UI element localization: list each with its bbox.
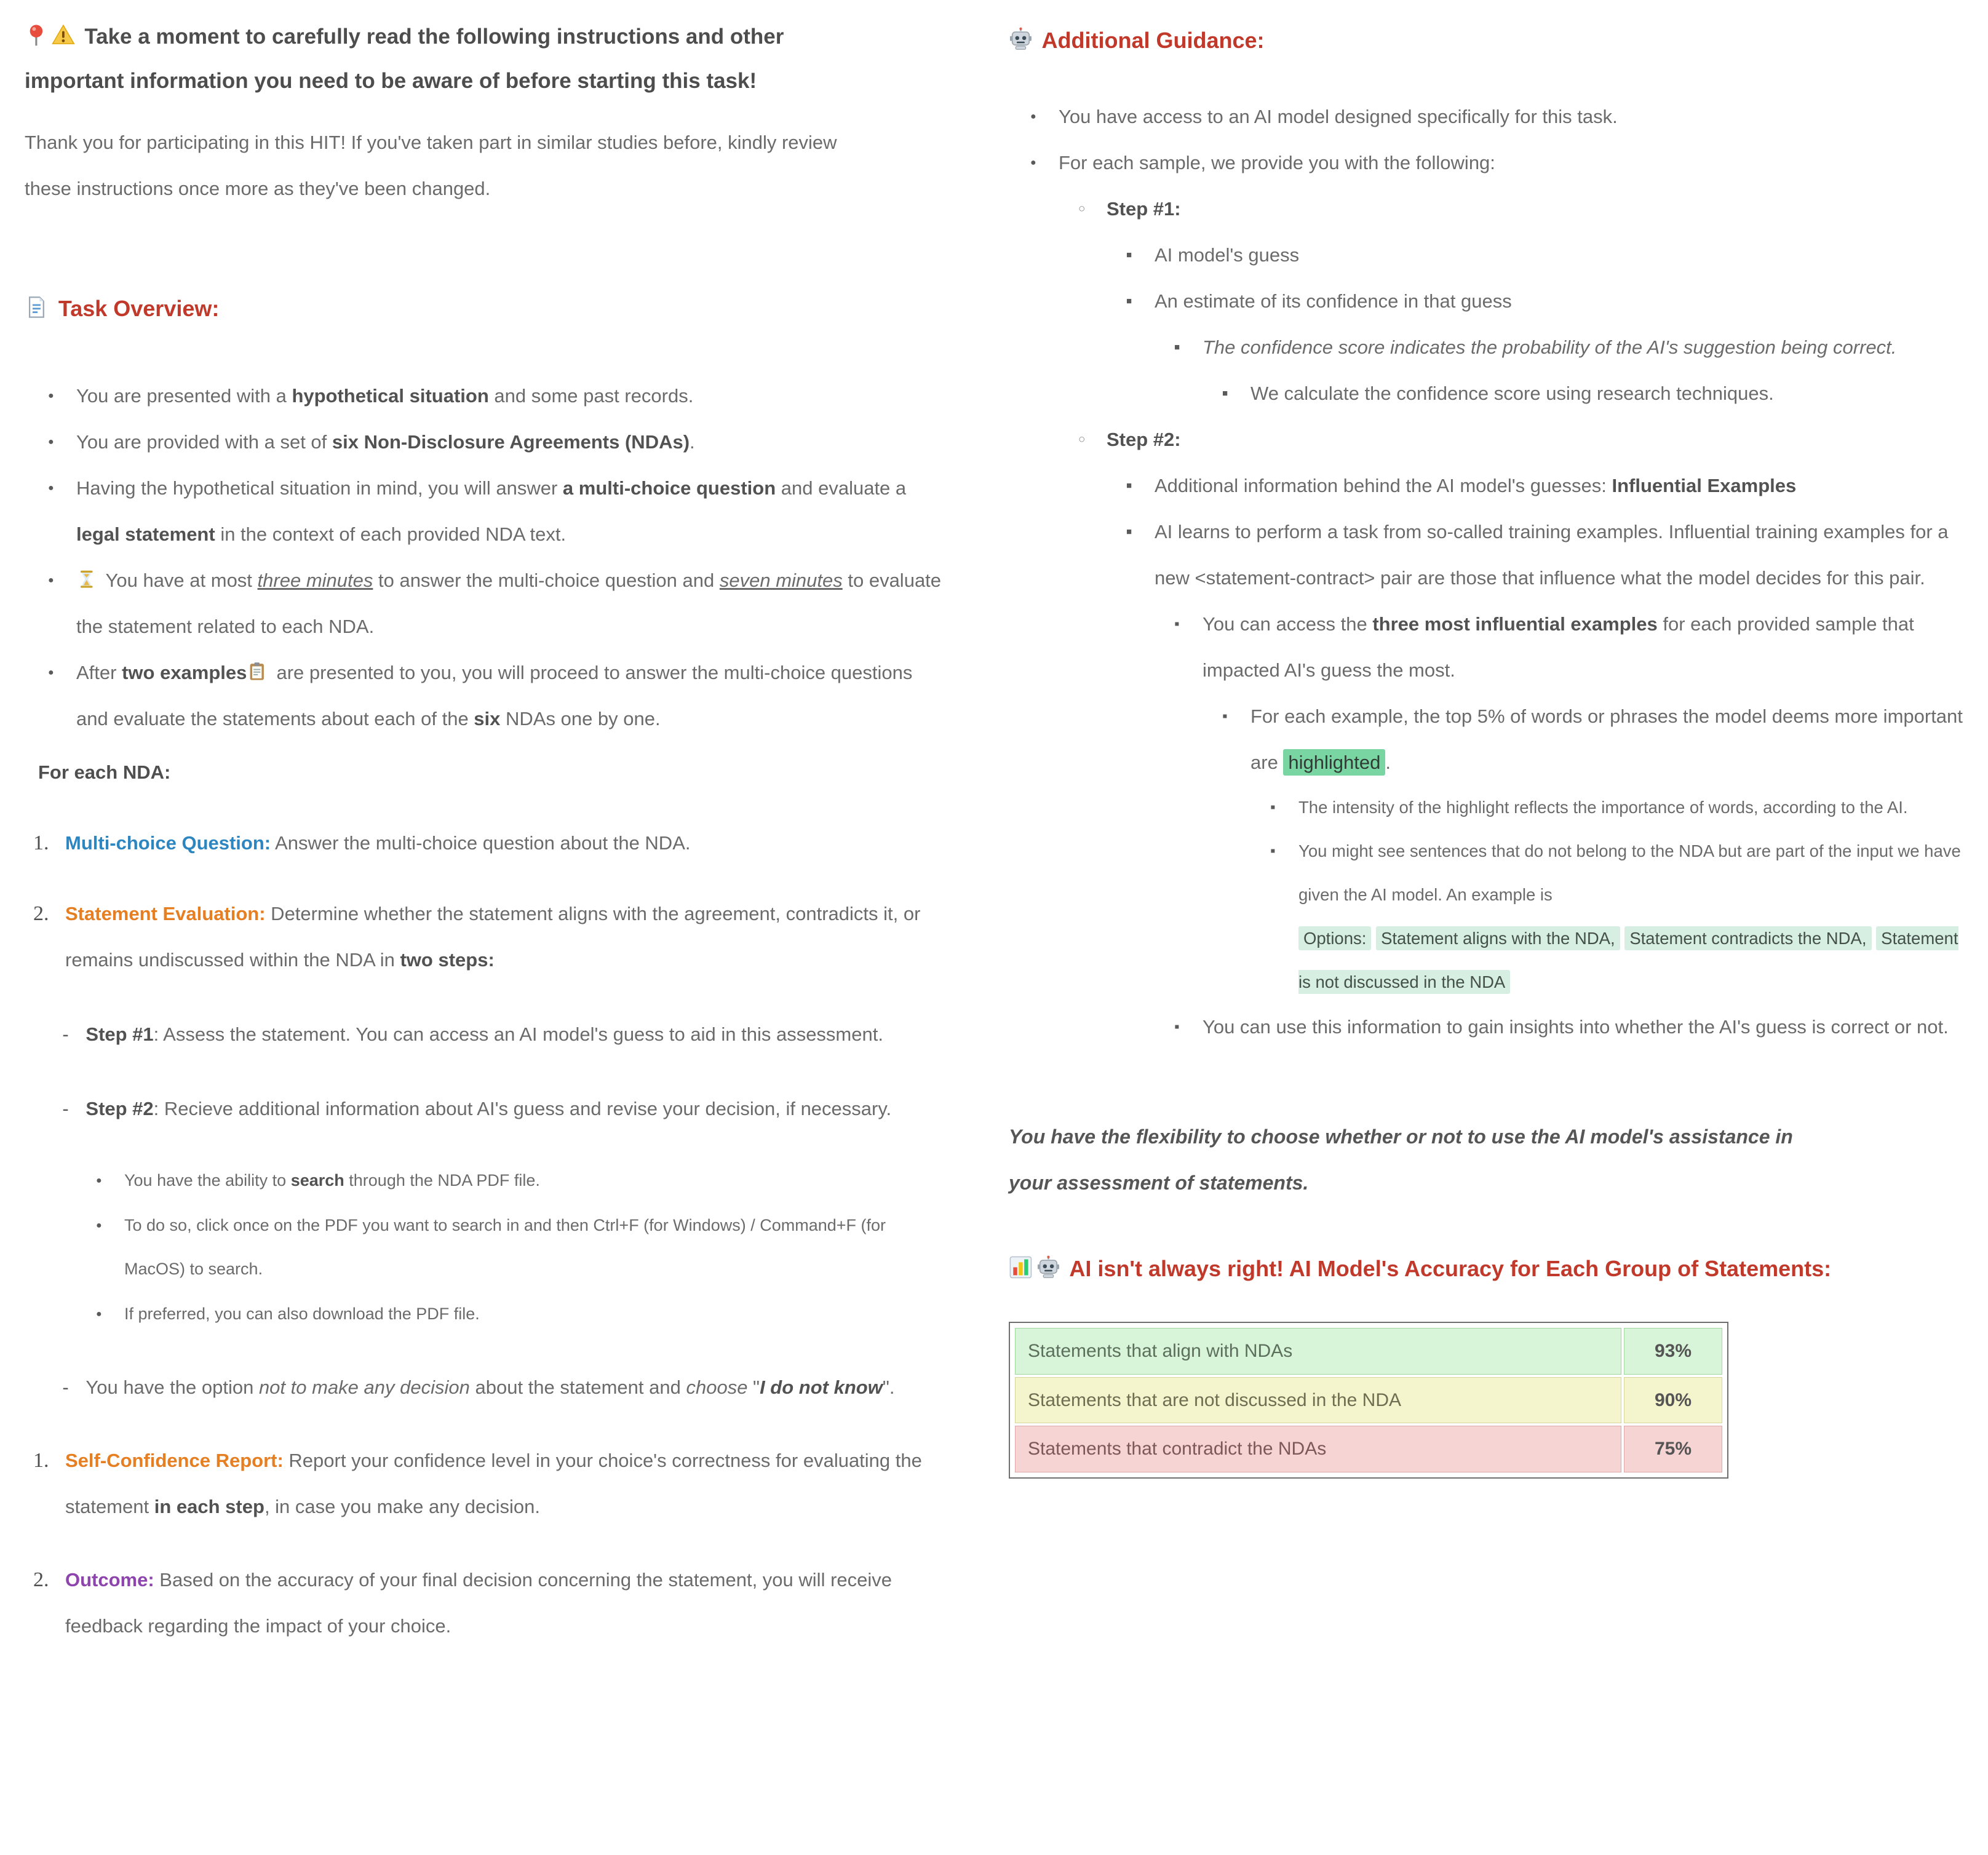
item-text: AI model's guess	[1155, 244, 1300, 266]
list-item	[1174, 324, 1963, 370]
item-text: Step #2: Recieve additional information about AI's guess and revise your decision, if necessary.	[85, 1098, 892, 1119]
item-text: Step #2:	[1107, 429, 1181, 450]
bullet-marker: ●	[96, 1220, 102, 1231]
item-text: We calculate the confidence score using research techniques.	[1250, 383, 1774, 404]
item-text: You have at most three minutes to answer the multi-choice question and seven minutes to evaluate the statement related to each NDA.	[76, 557, 947, 649]
item-text: To do so, click once on the PDF you want to search in and then Ctrl+F (for Windows) / Command+F (for MacOS) to search.	[124, 1216, 886, 1278]
item-text: Step #1:	[1107, 198, 1181, 220]
bullet-marker: ■	[1174, 342, 1180, 352]
item-text: If preferred, you can also download the PDF file.	[124, 1305, 480, 1323]
task-overview-list	[48, 373, 947, 742]
task-overview-heading: Task Overview:	[25, 285, 947, 332]
item-text: You have the ability to search through the NDA PDF file.	[124, 1171, 540, 1190]
accuracy-row	[1015, 1426, 1722, 1472]
flexibility-note: You have the flexibility to choose whether or not to use the AI model's assistance in your assessment of statements.	[1009, 1126, 1793, 1194]
list-item	[62, 1086, 947, 1132]
item-text: After two examples are presented to you, you will proceed to answer the multi-choice questions and evaluate the statements about each of the six NDAs one by one.	[76, 649, 947, 742]
list-item	[48, 465, 947, 557]
item-text: Statement Evaluation: Determine whether the statement aligns with the agreement, contradicts it, or remains undiscussed within the NDA in two steps:	[65, 903, 921, 971]
item-text: You have the option not to make any decision about the statement and choose "I do not know".	[85, 1376, 895, 1398]
item-text: The confidence score indicates the probability of the AI's suggestion being correct.	[1203, 336, 1897, 358]
item-text: Step #1: Assess the statement. You can access an AI model's guess to aid in this assessment.	[85, 1023, 883, 1045]
nda-steps-list	[33, 820, 947, 983]
list-item	[1078, 186, 1963, 232]
bullet-marker: ■	[1126, 296, 1132, 306]
list-item	[1078, 416, 1963, 463]
item-text: AI learns to perform a task from so-called training examples. Influential training examples for a new <statement-contract> pair are those that influence what the model decides for this pair.	[1155, 521, 1949, 589]
bullet-marker: ●	[48, 575, 54, 586]
bullet-marker: ●	[48, 391, 54, 401]
list-item	[48, 373, 947, 419]
list-item	[1174, 601, 1963, 693]
guidance-list	[1030, 93, 1963, 1050]
accuracy-row-label: Statements that contradict the NDAs	[1015, 1426, 1621, 1472]
list-item	[96, 1204, 947, 1291]
bullet-marker: ▪	[1174, 1019, 1180, 1035]
list-item	[1126, 463, 1963, 509]
list-item	[1030, 93, 1963, 140]
accuracy-table-grid	[1012, 1325, 1725, 1475]
bullet-marker: ●	[48, 437, 54, 447]
item-text: You can use this information to gain insights into whether the AI's guess is correct or not.	[1203, 1016, 1949, 1038]
item-number: 2.	[33, 1568, 49, 1591]
list-item	[1270, 829, 1963, 1004]
for-each-nda-label: For each NDA:	[38, 761, 171, 783]
list-item	[33, 1557, 947, 1649]
list-item	[1174, 1004, 1963, 1050]
accuracy-heading: AI isn't always right! AI Model's Accuracy for Each Group of Statements:	[1009, 1245, 1858, 1292]
list-item	[48, 649, 947, 742]
right-column	[1009, 15, 1963, 1818]
list-item	[1222, 693, 1963, 785]
bullet-marker: ○	[1078, 202, 1086, 215]
accuracy-row	[1015, 1377, 1722, 1424]
chart-icon	[1009, 1245, 1033, 1292]
bullet-marker: ■	[1126, 480, 1132, 491]
bullet-marker: ▪	[1222, 708, 1228, 725]
list-item	[33, 1437, 947, 1530]
left-column	[25, 15, 947, 1818]
bullet-marker: ●	[96, 1309, 102, 1319]
bullet-marker: ●	[96, 1175, 102, 1186]
item-number: 1.	[33, 1449, 49, 1472]
item-text: You might see sentences that do not belong to the NDA but are part of the input we have given the AI model. An example is Options: Statement aligns with the NDA, Statement contradicts the NDA, Statement is not discussed in the NDA	[1298, 829, 1963, 1004]
accuracy-row-label: Statements that align with NDAs	[1015, 1328, 1621, 1375]
bullet-marker: ●	[48, 667, 54, 678]
bullet-marker: ■	[1222, 388, 1228, 399]
step-details-list	[48, 1011, 947, 1410]
final-steps-list	[33, 1437, 947, 1649]
list-item	[96, 1292, 947, 1336]
accuracy-table-body	[1015, 1328, 1722, 1472]
item-number: 1.	[33, 832, 49, 854]
accuracy-table	[1009, 1322, 1728, 1479]
item-text: You are provided with a set of six Non-Disclosure Agreements (NDAs).	[76, 431, 695, 453]
intro-paragraph: Thank you for participating in this HIT! If you've taken part in similar studies before, kindly review these instructions once more as they've been changed.	[25, 132, 837, 199]
item-text: The intensity of the highlight reflects the importance of words, according to the AI.	[1298, 798, 1908, 817]
list-item	[1270, 785, 1963, 829]
list-item	[1030, 140, 1963, 186]
intro-title: Take a moment to carefully read the following instructions and other important information you need to be aware of before starting this task!	[25, 15, 830, 103]
bullet-marker: ●	[48, 483, 54, 493]
accuracy-row-value: 93%	[1624, 1328, 1722, 1375]
item-text: For each example, the top 5% of words or phrases the model deems more important are highlighted .	[1250, 693, 1963, 785]
robot-icon	[1009, 17, 1033, 64]
document-icon	[25, 285, 49, 332]
bullet-marker: ■	[1126, 250, 1132, 260]
robot-icon	[1036, 1245, 1060, 1292]
bullet-marker: ▪	[1270, 799, 1276, 816]
list-item	[48, 557, 947, 649]
accuracy-row	[1015, 1328, 1722, 1375]
list-item	[62, 1011, 947, 1057]
additional-guidance-heading: Additional Guidance:	[1009, 17, 1963, 64]
pin-icon	[25, 15, 48, 59]
bullet-marker: -	[62, 1098, 69, 1119]
item-text: You are presented with a hypothetical situation and some past records.	[76, 385, 694, 407]
item-text: For each sample, we provide you with the following:	[1059, 152, 1495, 173]
accuracy-row-value: 75%	[1624, 1426, 1722, 1472]
bullet-marker: ▪	[1174, 616, 1180, 632]
item-text: You can access the three most influential examples for each provided sample that impacted AI's guess the most.	[1203, 613, 1914, 681]
warning-icon	[52, 15, 75, 59]
bullet-marker: ●	[1030, 157, 1036, 168]
list-item	[48, 419, 947, 465]
list-item	[1126, 278, 1963, 324]
item-text: You have access to an AI model designed specifically for this task.	[1059, 106, 1618, 127]
hourglass-icon	[76, 557, 97, 603]
bullet-marker: ●	[1030, 111, 1036, 122]
list-item	[62, 1364, 947, 1410]
list-item	[1222, 370, 1963, 416]
bullet-marker: ■	[1126, 526, 1132, 537]
accuracy-row-label: Statements that are not discussed in the NDA	[1015, 1377, 1621, 1424]
bullet-marker: -	[62, 1023, 69, 1045]
list-item	[96, 1159, 947, 1202]
item-number: 2.	[33, 902, 49, 925]
item-text: An estimate of its confidence in that guess	[1155, 290, 1512, 312]
item-text: Outcome: Based on the accuracy of your final decision concerning the statement, you will receive feedback regarding the impact of your choice.	[65, 1569, 892, 1637]
item-text: Multi-choice Question: Answer the multi-choice question about the NDA.	[65, 832, 691, 854]
list-item	[33, 820, 947, 866]
item-text: Self-Confidence Report: Report your confidence level in your choice's correctness for evaluating the statement in each step, in case you make any decision.	[65, 1450, 922, 1517]
accuracy-row-value: 90%	[1624, 1377, 1722, 1424]
bullet-marker: ▪	[1270, 843, 1276, 859]
list-item	[1126, 232, 1963, 278]
list-item	[33, 891, 947, 983]
bullet-marker: -	[62, 1376, 69, 1398]
item-text: Having the hypothetical situation in mind, you will answer a multi-choice question and evaluate a legal statement in the context of each provided NDA text.	[76, 477, 907, 545]
bullet-marker: ○	[1078, 433, 1086, 446]
list-item	[1126, 509, 1963, 601]
clipboard-icon	[247, 649, 267, 696]
item-text: Additional information behind the AI model's guesses: Influential Examples	[1155, 475, 1797, 496]
